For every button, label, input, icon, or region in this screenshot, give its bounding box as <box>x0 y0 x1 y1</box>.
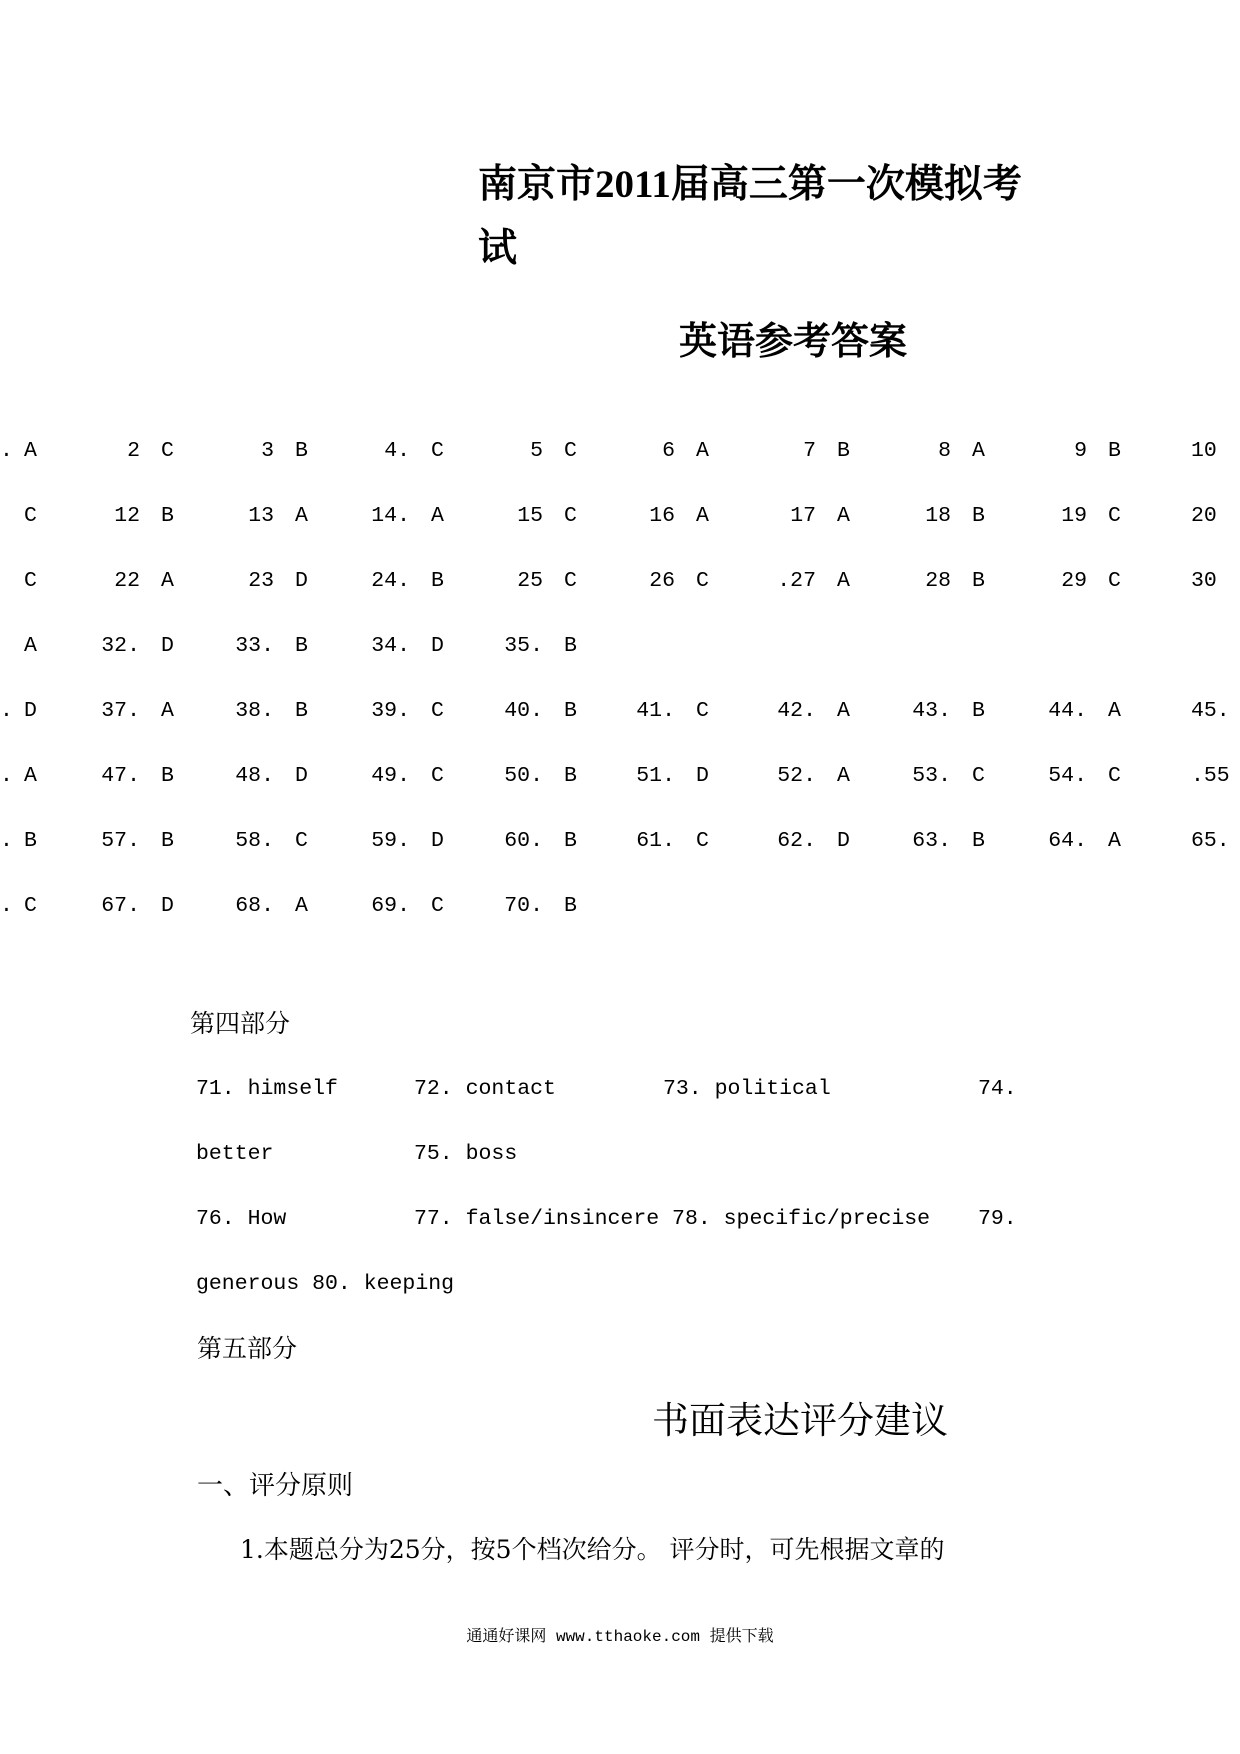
answer-cell <box>605 569 709 593</box>
answer-cell <box>340 569 444 593</box>
question-number: 10 <box>1191 439 1217 463</box>
fill-answer: better <box>196 1142 274 1166</box>
answer-letter: D <box>431 829 444 853</box>
answer-cell <box>1017 699 1121 723</box>
question-number: 52. <box>777 764 816 788</box>
question-number <box>0 569 14 593</box>
answer-cell <box>605 764 709 788</box>
answer-letter: A <box>1108 829 1121 853</box>
answer-letter: A <box>431 504 444 528</box>
question-number: 34. <box>371 634 410 658</box>
answer-letter: D <box>295 569 308 593</box>
answer-cell <box>204 439 308 463</box>
answer-cell <box>0 569 37 593</box>
fill-answer: 79. <box>978 1207 1017 1231</box>
answer-cell <box>340 894 444 918</box>
answer-cell <box>1191 764 1230 788</box>
fill-answer: 72. contact <box>414 1077 556 1101</box>
question-number: 8 <box>938 439 951 463</box>
answer-letter: B <box>431 569 444 593</box>
answer-cell <box>473 699 577 723</box>
answer-cell <box>70 439 174 463</box>
answer-cell <box>605 439 709 463</box>
answer-cell <box>1191 829 1230 853</box>
answer-cell <box>204 764 308 788</box>
answer-letter: C <box>1108 569 1121 593</box>
answer-cell <box>204 829 308 853</box>
question-number: 38. <box>235 699 274 723</box>
part-four-heading: 第四部分 <box>190 1009 291 1038</box>
question-number: 45. <box>1191 699 1230 723</box>
part-five-heading: 第五部分 <box>197 1334 298 1363</box>
fill-answer: 76. How <box>196 1207 287 1231</box>
answer-cell <box>70 764 174 788</box>
answer-cell <box>881 699 985 723</box>
answer-cell <box>340 829 444 853</box>
answer-letter: B <box>972 569 985 593</box>
answer-letter: C <box>696 699 709 723</box>
answer-cell <box>605 829 709 853</box>
answer-letter: B <box>295 439 308 463</box>
question-number: 49. <box>371 764 410 788</box>
answer-letter: D <box>696 764 709 788</box>
question-number: 64. <box>1048 829 1087 853</box>
answer-cell <box>1017 439 1121 463</box>
answer-cell <box>746 504 850 528</box>
answer-letter: B <box>972 504 985 528</box>
question-number: 58. <box>235 829 274 853</box>
question-number: 26 <box>649 569 675 593</box>
question-number: .27 <box>777 569 816 593</box>
answer-letter: A <box>24 634 37 658</box>
fill-answer: 74. <box>978 1077 1017 1101</box>
answer-cell <box>0 829 37 853</box>
page-title-line-2: 试 <box>478 227 518 270</box>
answer-letter: B <box>161 829 174 853</box>
answer-letter: A <box>295 504 308 528</box>
question-number: 14. <box>371 504 410 528</box>
question-number: 53. <box>912 764 951 788</box>
question-number: 4. <box>384 439 410 463</box>
answer-letter: B <box>564 699 577 723</box>
question-number: 63. <box>912 829 951 853</box>
answer-cell <box>204 894 308 918</box>
answer-letter: D <box>24 699 37 723</box>
answer-letter: A <box>837 699 850 723</box>
answer-letter: C <box>24 894 37 918</box>
answer-letter: C <box>24 504 37 528</box>
question-number: 70. <box>504 894 543 918</box>
answer-cell <box>1017 504 1121 528</box>
question-number: 62. <box>777 829 816 853</box>
question-number: 3 <box>261 439 274 463</box>
answer-cell <box>340 699 444 723</box>
answer-cell <box>0 504 37 528</box>
question-number: 39. <box>371 699 410 723</box>
question-number <box>0 634 14 658</box>
fill-answer: generous 80. keeping <box>196 1272 455 1296</box>
question-number: 40. <box>504 699 543 723</box>
answer-cell <box>0 894 37 918</box>
answer-cell <box>473 439 577 463</box>
answer-cell <box>204 634 308 658</box>
answer-cell <box>473 569 577 593</box>
answer-cell <box>70 634 174 658</box>
answer-letter: B <box>972 829 985 853</box>
answer-letter: B <box>295 699 308 723</box>
answer-cell <box>1017 829 1121 853</box>
question-number: 19 <box>1061 504 1087 528</box>
answer-letter: C <box>564 569 577 593</box>
answer-cell <box>473 634 577 658</box>
question-number: . <box>0 699 13 723</box>
page-footer: 通通好课网 www.tthaoke.com 提供下载 <box>466 1628 774 1646</box>
question-number: 44. <box>1048 699 1087 723</box>
answer-cell <box>881 569 985 593</box>
answer-cell <box>605 504 709 528</box>
answer-letter: C <box>696 569 709 593</box>
answer-cell <box>204 504 308 528</box>
question-number: 51. <box>636 764 675 788</box>
question-number: 32. <box>101 634 140 658</box>
page-subtitle: 英语参考答案 <box>679 321 908 363</box>
answer-letter: A <box>295 894 308 918</box>
question-number: 5 <box>530 439 543 463</box>
page-title-line-1: 南京市2011届高三第一次模拟考 <box>478 163 1022 206</box>
question-number: 33. <box>235 634 274 658</box>
answer-letter: B <box>295 634 308 658</box>
answer-letter: D <box>295 764 308 788</box>
answer-letter: A <box>161 699 174 723</box>
answer-letter: A <box>161 569 174 593</box>
answer-letter: D <box>431 634 444 658</box>
answer-cell <box>340 439 444 463</box>
question-number: 9 <box>1074 439 1087 463</box>
answer-cell <box>340 634 444 658</box>
question-number: .55 <box>1191 764 1230 788</box>
answer-letter: C <box>564 504 577 528</box>
answer-cell <box>1191 569 1217 593</box>
answer-letter: C <box>295 829 308 853</box>
answer-letter: C <box>24 569 37 593</box>
question-number: 47. <box>101 764 140 788</box>
answer-cell <box>881 439 985 463</box>
answer-cell <box>605 699 709 723</box>
answer-cell <box>1017 569 1121 593</box>
answer-cell <box>746 439 850 463</box>
answer-cell <box>1191 699 1230 723</box>
answer-cell <box>0 699 37 723</box>
answer-cell <box>1191 439 1217 463</box>
question-number: 48. <box>235 764 274 788</box>
answer-cell <box>881 504 985 528</box>
answer-cell <box>204 699 308 723</box>
question-number: 29 <box>1061 569 1087 593</box>
scoring-paragraph: 1.本题总分为25分，按5个档次给分。 评分时，可先根据文章的 <box>240 1535 945 1564</box>
question-number: 50. <box>504 764 543 788</box>
question-number: 22 <box>114 569 140 593</box>
answer-cell <box>473 764 577 788</box>
answer-letter: B <box>837 439 850 463</box>
question-number: . <box>0 829 13 853</box>
fill-answer: 73. political <box>663 1077 831 1101</box>
answer-letter: A <box>24 439 37 463</box>
answer-cell <box>473 504 577 528</box>
answer-letter: D <box>837 829 850 853</box>
answer-letter: B <box>972 699 985 723</box>
answer-letter: B <box>564 634 577 658</box>
answer-letter: A <box>972 439 985 463</box>
answer-letter: B <box>564 829 577 853</box>
question-number: 7 <box>803 439 816 463</box>
answer-cell <box>881 829 985 853</box>
question-number: 59. <box>371 829 410 853</box>
writing-scoring-title: 书面表达评分建议 <box>652 1399 948 1442</box>
answer-letter: A <box>837 764 850 788</box>
answer-letter: C <box>1108 764 1121 788</box>
question-number: 35. <box>504 634 543 658</box>
question-number: 69. <box>371 894 410 918</box>
answer-letter: B <box>161 504 174 528</box>
question-number: 6 <box>662 439 675 463</box>
scoring-principles-heading: 一、评分原则 <box>197 1471 354 1501</box>
answer-cell <box>0 764 37 788</box>
question-number: 2 <box>127 439 140 463</box>
question-number: . <box>0 894 13 918</box>
question-number <box>0 504 14 528</box>
answer-letter: A <box>1108 699 1121 723</box>
answer-letter: C <box>564 439 577 463</box>
answer-cell <box>70 504 174 528</box>
answer-letter: D <box>161 894 174 918</box>
answer-cell <box>0 634 37 658</box>
question-number: 17 <box>790 504 816 528</box>
answer-letter: B <box>564 894 577 918</box>
answer-letter: A <box>837 504 850 528</box>
answer-letter: B <box>24 829 37 853</box>
question-number: 28 <box>925 569 951 593</box>
question-number: 24. <box>371 569 410 593</box>
answer-cell <box>70 699 174 723</box>
question-number: 37. <box>101 699 140 723</box>
fill-answer: 71. himself <box>196 1077 338 1101</box>
answer-letter: A <box>696 504 709 528</box>
question-number: 15 <box>517 504 543 528</box>
answer-cell <box>746 764 850 788</box>
fill-answer: 77. false/insincere 78. specific/precise <box>414 1207 931 1231</box>
answer-cell <box>881 764 985 788</box>
answer-cell <box>746 699 850 723</box>
answer-letter: C <box>431 894 444 918</box>
answer-cell <box>340 504 444 528</box>
question-number: . <box>0 764 13 788</box>
answer-cell <box>204 569 308 593</box>
answer-cell <box>1017 764 1121 788</box>
question-number: 25 <box>517 569 543 593</box>
answer-letter: C <box>431 699 444 723</box>
answer-cell <box>70 569 174 593</box>
answer-cell <box>0 439 37 463</box>
answer-cell <box>473 894 577 918</box>
answer-letter: C <box>696 829 709 853</box>
question-number: 60. <box>504 829 543 853</box>
answer-letter: B <box>564 764 577 788</box>
answer-letter: C <box>972 764 985 788</box>
question-number: 65. <box>1191 829 1230 853</box>
answer-cell <box>746 829 850 853</box>
question-number: 54. <box>1048 764 1087 788</box>
answer-letter: B <box>1108 439 1121 463</box>
question-number: 16 <box>649 504 675 528</box>
answer-cell <box>746 569 850 593</box>
question-number: 18 <box>925 504 951 528</box>
question-number: 30 <box>1191 569 1217 593</box>
question-number: 23 <box>248 569 274 593</box>
question-number: 41. <box>636 699 675 723</box>
answer-letter: C <box>161 439 174 463</box>
question-number: 67. <box>101 894 140 918</box>
answer-letter: C <box>1108 504 1121 528</box>
question-number: 13 <box>248 504 274 528</box>
fill-answer: 75. boss <box>414 1142 518 1166</box>
answer-letter: D <box>161 634 174 658</box>
question-number: . <box>0 439 13 463</box>
question-number: 61. <box>636 829 675 853</box>
question-number: 20 <box>1191 504 1217 528</box>
question-number: 43. <box>912 699 951 723</box>
answer-letter: A <box>696 439 709 463</box>
answer-letter: B <box>161 764 174 788</box>
question-number: 68. <box>235 894 274 918</box>
answer-cell <box>473 829 577 853</box>
answer-cell <box>70 829 174 853</box>
question-number: 12 <box>114 504 140 528</box>
answer-letter: C <box>431 764 444 788</box>
question-number: 57. <box>101 829 140 853</box>
answer-letter: A <box>837 569 850 593</box>
question-number: 42. <box>777 699 816 723</box>
answer-letter: A <box>24 764 37 788</box>
answer-cell <box>70 894 174 918</box>
answer-cell <box>340 764 444 788</box>
answer-cell <box>1191 504 1217 528</box>
answer-letter: C <box>431 439 444 463</box>
